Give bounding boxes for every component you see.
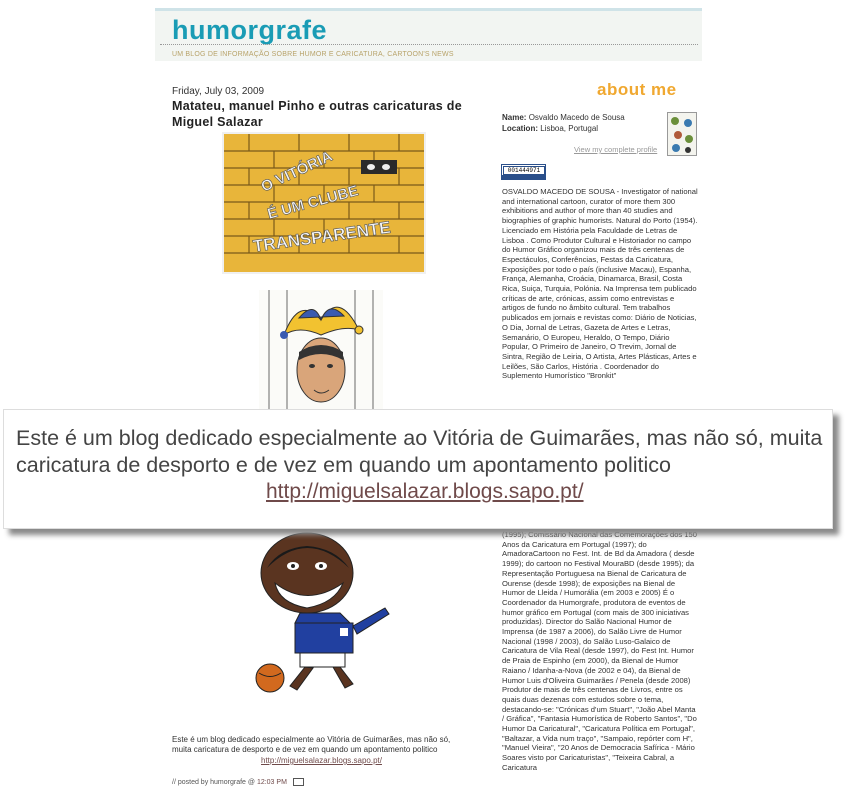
visitor-counter[interactable] xyxy=(501,164,546,180)
view-profile-link[interactable]: View my complete profile xyxy=(574,145,658,154)
svg-text:TRANSPARENTE: TRANSPARENTE xyxy=(251,217,392,256)
counter-bar xyxy=(502,175,545,179)
about-me-heading: about me xyxy=(597,80,677,99)
blog-description: UM BLOG DE INFORMAÇÃO SOBRE HUMOR E CARICATURA, CARTOON'S NEWS xyxy=(172,51,454,58)
blog-title[interactable]: humorgrafe xyxy=(172,15,328,45)
profile-bio-bottom: (1995); Comissário Nacional das Comemorações dos 150 Anos da Caricatura em Portugal (1997); do AmadoraCartoon no Fest. Int. de Bd da Amadora ( desde 1999); do cartoon no Festival MouraBD (desde 1995); da Representação Portuguesa na Bienal de Caricatura de Ourense (desde 1998); de exposições na Bienal de Humor de Lleida / Humorália (em 2003 e 2005) É o Coordenador da Humorgrafe, produtora de eventos de humor gráfico em Portugal (com mais de 300 iniciativas produzidas). Director do Salão Nacional Humor de Imprensa (de 1987 a 2006), do Salão Livre de Humor Nacional (1998 / 2003), do Salão Luso-Galaico de Caricatura de Vila Real (desde 1997), do Fest Int. Humor de Praia de Espinho (em 2000), da Bienal de Humor Raiano / Idanha-a-Nova (de 2002 e 04), da Bienal de Humor Luis d'Oliveira Guimarães / Penela (desde 2008) Produtor de mais de três centenas de Livros, entre os quais duas dezenas com estudos sobre o tema, destacando-se: "Crónicas d'um Stuart", "João Abel Manta / Gráfica", "Fantasia Humorística de Roberto Santos", "Do Humor Da Caricatural", "Caricatura Política em Portugal", "Baltazar, a Vida num traço", "Sampaio, repórter com H", "Manuel Vieira", "20 Anos de Democracia Safírica - Mário Soares visto por Caricaturistas", "Teixeira Cabral, a Caricatura xyxy=(502,530,697,772)
counter-number: 001444971 xyxy=(503,166,545,175)
profile-name xyxy=(502,113,625,122)
post-title[interactable]: Matateu, manuel Pinho e outras caricaturas de Miguel Salazar xyxy=(172,99,462,129)
email-post-icon[interactable] xyxy=(293,778,304,786)
post-footer xyxy=(172,778,304,786)
profile-location xyxy=(502,124,598,133)
post-time-link[interactable]: 12:03 PM xyxy=(256,778,287,786)
location-label: Location: xyxy=(502,124,538,133)
post-body-text: Este é um blog dedicado especialmente ao Vitória de Guimarães, mas não só, muita caricatura de desporto e de vez em quando um apontamento politico xyxy=(172,735,451,754)
post-date: Friday, July 03, 2009 xyxy=(172,86,265,97)
zoomed-callout-box xyxy=(3,409,833,529)
post-footer-prefix: // posted by humorgrafe @ xyxy=(172,778,255,786)
cartoon-jester-caricature-image[interactable] xyxy=(259,290,383,412)
svg-text:É UM CLUBE: É UM CLUBE xyxy=(265,182,361,223)
profile-bio-top: OSVALDO MACEDO DE SOUSA - Investigator of national and international cartoon, curator of more them 300 exhibitions and author of more than 40 studies and biographies of graphic humorists. Natural do Porto (1954). Licenciado em História pela Faculdade de Letras de Lisboa . Como Produtor Cultural e Historiador no campo do Humor Gráfico organizou mais de três centenas de Espectáculos, Conferências, Festas da Caricatura, Exposições por todo o país (inclusive Macau), Espanha, França, Alemanha, Croácia, Dinamarca, Brasil, Costa Rica, Suiça, Turquia, Polónia. Na Imprensa tem publicado críticas de arte, crónicas, assim como entrevistas e artigos de fundo no âmbito cultural. Tem trabalhos publicados em jornais e revistas como: Diário de Noticias, O Dia, Jornal de Letras, Gazeta de Artes e Letras, Semanário, O Europeu, Heraldo, O Tempo, Diário Popular, O Primeiro de Janeiro, O Trevim, Jornal de Sintra, Região de Leiria, O Artista, Artes Plásticas, Artes e Leilões, São Carlos, História . Coordenador do Suplemento Humorístico "Bronkit" xyxy=(502,187,698,381)
callout-link[interactable]: http://miguelsalazar.blogs.sapo.pt/ xyxy=(266,480,584,503)
location-value: Lisboa, Portugal xyxy=(540,124,599,133)
name-label: Name: xyxy=(502,113,527,122)
cartoon-football-player-image[interactable] xyxy=(245,528,405,698)
name-value: Osvaldo Macedo de Sousa xyxy=(528,113,625,122)
post-link[interactable]: http://miguelsalazar.blogs.sapo.pt/ xyxy=(261,756,382,765)
cartoon-brick-wall-image[interactable] xyxy=(222,132,426,274)
header-divider xyxy=(160,44,698,45)
profile-avatar[interactable] xyxy=(667,112,697,156)
svg-text:O VITÓRIA: O VITÓRIA xyxy=(258,147,336,196)
callout-text: Este é um blog dedicado especialmente ao Vitória de Guimarães, mas não só, muita caricatura de desporto e de vez em quando um apontamento politico xyxy=(16,426,823,477)
